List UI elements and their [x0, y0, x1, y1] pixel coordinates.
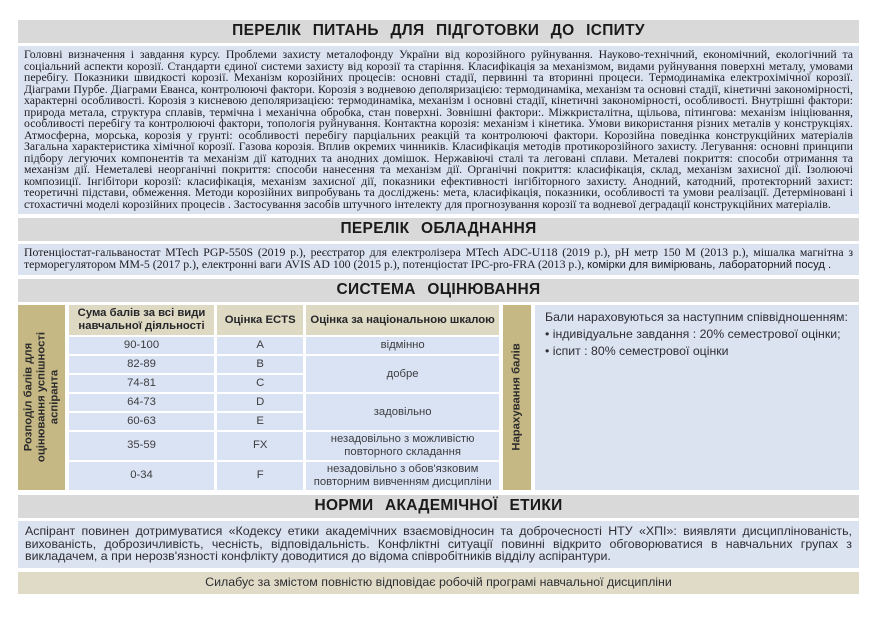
grading-left-vertical-header	[18, 305, 65, 490]
ects-grade-cell: C	[217, 375, 303, 392]
section-title-grading: СИСТЕМА ОЦІНЮВАННЯ	[18, 279, 859, 302]
ects-grade-cell: D	[217, 394, 303, 411]
table-row	[69, 337, 499, 354]
ethics-text: Аспірант повинен дотримуватися «Кодексу етики академічних взаємовідносин та доброчесності НТУ «ХПІ»: виявляти дисциплінованість, вихованість, доброзичливість, чесність, відповідальність. Конфліктні ситуації повинні відкрито обговорюватися в навчальних групах з викладачем, а при нерозв'язності конфлікту доводитися до відома співробітників відділу аспірантури.	[18, 521, 859, 568]
column-header-national-scale: Оцінка за національною шкалою	[306, 305, 499, 335]
score-range-cell: 0-34	[69, 462, 214, 490]
column-header-score-sum: Сума балів за всі види навчальної діяльності	[69, 305, 214, 335]
footer-note: Силабус за змістом повністю відповідає робочій програмі навчальної дисципліни	[18, 572, 859, 594]
ects-grade-cell: B	[217, 356, 303, 373]
national-grade-cell-merged: задовільно	[306, 394, 499, 430]
grading-left-vertical-header-label: Розподіл балів для оцінювання успішності аспіранта	[22, 332, 60, 463]
equipment-text-serif-part: Потенціостат-гальваностат MTech PGP-550S (2019 р.), реєстратор для електролізера MTech ADC-U118 (2019 р.), pH метр 150 М (2013 р.), мішалка магнітна з терморегулятором ММ-5 (2017 р.), електронні ваги AVIS AD 100 (2015 р.), потенціостат IPC-pro-FRA (2013 р.),	[24, 245, 853, 271]
national-grade-cell: незадовільно з обов'язковим повторним вивченням дисципліни	[306, 462, 499, 490]
ects-grade-cell: E	[217, 413, 303, 430]
exam-questions-text: Головні визначення і завдання курсу. Проблеми захисту металофонду України від корозійного руйнування. Науково-технічний, економічний, екологічний та соціальний аспекти корозії. Стандарти єдиної системи захисту від корозії та старіння. Класифікація за механізмом, видами руйнування поверхні металу, умовами перебігу. Показники швидкості корозії. Механізм корозійних процесів: основні стадії, первинні та вторинні процеси. Термодинаміка електрохімічної корозії. Діаграми Пурбе. Діаграми Еванса, контролюючі фактори. Корозія з водневою деполяризацією: термодинаміка, механізм та основні стадії, кінетичні закономірності, характерні особливості. Корозія з кисневою деполяризацією: термодинаміка, механізм і основні стадії, кінетичні закономірності, особливості. Внутрішні фактори: природа метала, структура сплавів, термічна і механічна обробка, стан поверхні. Зовнішні фактори:. Міжкристалітна, щільова, пітингова: механізм ініціювання, особливості перебігу та контролюючі фактори, топологія руйнування. Контактна корозія: механізм і кінетика. Умови використання різних металів у конструкціях. Атмосферна, морська, корозія у грунті: особливості перебігу парціальних реакцій та контролюючі фактори. Корозійна поведінка конструкційних матеріалів Загальна характеристика хімічної корозії. Газова корозія. Вплив окремих чинників. Класифікація методів протикорозійного захисту. Легування: основні принципи підбору легуючих компонентів та механізм дії катодних та анодних домішок. Нержавіючі сталі та леговані сплави. Металеві покриття: способи отримання та механізм дії. Неметалеві неорганічні покриття: способи нанесення та механізм дії. Органічні покриття: класифікація, склад, механізм захисної дії. Ізолюючі композиції. Інгібітори корозії: класифікація, механізм захисної дії, показники ефективності інгібіторного захисту. Анодний, катодний, протекторний захист: теоретичні підстави, обмеження. Методи корозійних випробувань та досліджень: мета, класифікація, показники, особливості та умови реалізації. Детерміновані і стохастичні моделі корозійних процесів . Застосування засобів штучного інтелекту для прогнозування корозії та водневої деградації конструкційних матеріалів.	[18, 46, 859, 214]
section-title-equipment: ПЕРЕЛІК ОБЛАДНАННЯ	[18, 218, 859, 241]
table-row	[69, 432, 499, 460]
grading-section	[18, 305, 859, 490]
score-range-cell: 64-73	[69, 394, 214, 411]
section-title-exam-questions: ПЕРЕЛІК ПИТАНЬ ДЛЯ ПІДГОТОВКИ ДО ІСПИТУ	[18, 20, 859, 43]
score-range-cell: 90-100	[69, 337, 214, 354]
column-header-ects: Оцінка ECTS	[217, 305, 303, 335]
national-grade-cell-merged: добре	[306, 356, 499, 392]
section-title-ethics: НОРМИ АКАДЕМІЧНОЇ ЕТИКИ	[18, 495, 859, 518]
grading-right-vertical-header-label: Нарахування балів	[510, 343, 523, 452]
national-grade-cell: незадовільно з можливістю повторного складання	[306, 432, 499, 460]
equipment-text	[18, 244, 859, 275]
grading-table	[66, 303, 502, 492]
score-range-cell: 74-81	[69, 375, 214, 392]
score-range-cell: 60-63	[69, 413, 214, 430]
score-range-cell: 82-89	[69, 356, 214, 373]
scoring-note-item: • індивідуальне завдання : 20% семестрової оцінки;	[545, 327, 841, 341]
ects-grade-cell: FX	[217, 432, 303, 460]
grading-table-header-row	[69, 305, 499, 335]
scoring-note-intro: Бали нараховуються за наступним співвідношенням:	[545, 310, 848, 324]
score-range-cell: 35-59	[69, 432, 214, 460]
table-row	[69, 394, 499, 411]
ects-grade-cell: A	[217, 337, 303, 354]
table-row	[69, 356, 499, 373]
table-row	[69, 462, 499, 490]
national-grade-cell: відмінно	[306, 337, 499, 354]
equipment-text-sans-part: комірки для вимірювань, лабораторний посуд .	[587, 258, 832, 271]
grading-right-vertical-header	[503, 305, 531, 490]
scoring-note-item: • іспит : 80% семестрової оцінки	[545, 344, 729, 358]
scoring-note-panel	[535, 305, 859, 490]
ects-grade-cell: F	[217, 462, 303, 490]
